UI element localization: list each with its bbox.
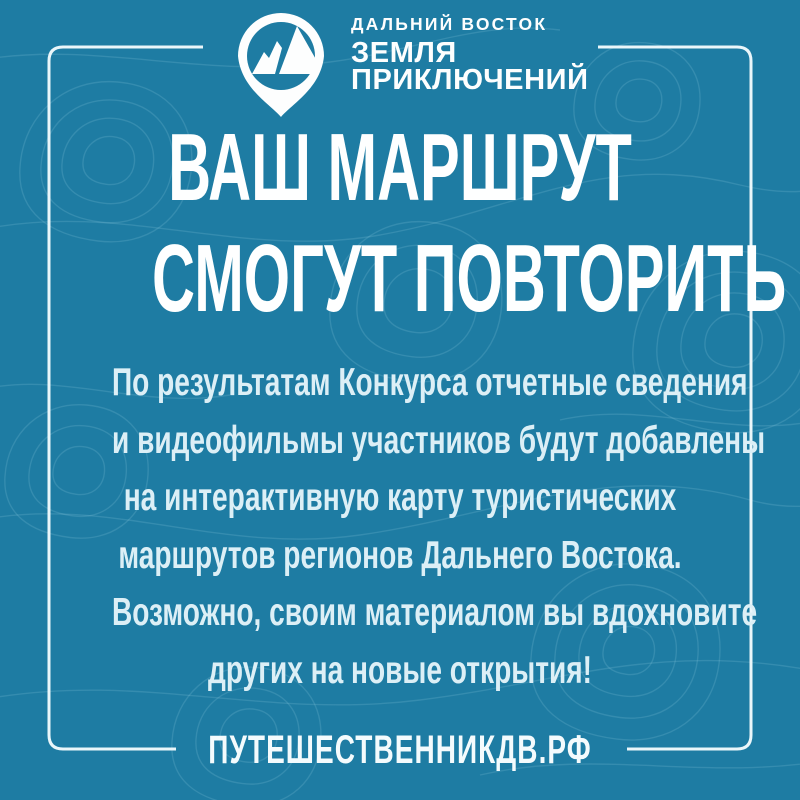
body-line: и видеофильмы участников будут добавлены <box>112 418 766 462</box>
mountain-pin-icon <box>229 0 333 120</box>
logo-title-line1: ЗЕМЛЯ <box>351 37 457 69</box>
logo-title-line2: ПРИКЛЮЧЕНИЙ <box>351 63 589 96</box>
headline-line-1: ВАШ МАРШРУТ <box>168 114 632 221</box>
body-line: По результатам Конкурса отчетные сведения <box>112 361 748 404</box>
footer-url: ПУТЕШЕСТВЕННИКДВ.РФ <box>208 728 592 772</box>
brand-logo <box>229 0 589 120</box>
body-line: других на новые открытия! <box>208 648 592 692</box>
body-line: на интерактивную карту туристических <box>123 476 677 519</box>
logo-tagline: ДАЛЬНИЙ ВОСТОК <box>351 14 548 34</box>
headline <box>152 112 787 334</box>
body-text <box>112 354 766 699</box>
body-line: маршрутов регионов Дальнего Востока. <box>118 533 682 577</box>
body-line: Возможно, своим материалом вы вдохновите <box>112 591 758 634</box>
logo-text <box>351 0 589 96</box>
headline-line-2: СМОГУТ ПОВТОРИТЬ <box>152 225 787 332</box>
